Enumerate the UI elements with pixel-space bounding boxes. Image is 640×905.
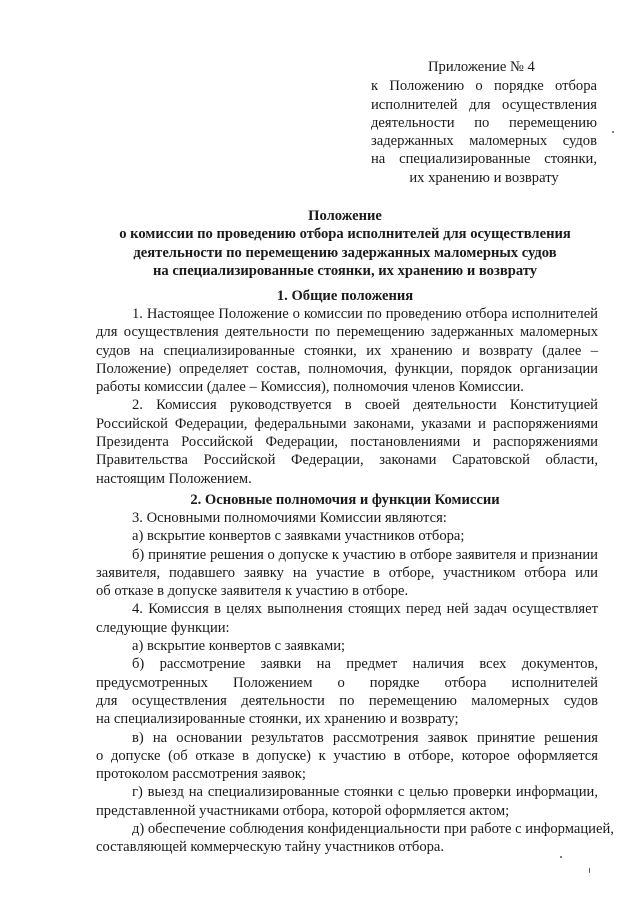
title-line: на специализированные стоянки, их хранению и возврату xyxy=(152,262,538,279)
appendix-line: задержанных маломерных судов xyxy=(371,133,597,150)
paragraph-line: следующие функции: xyxy=(96,619,230,636)
section-2-heading: 2. Основные полномочия и функции Комиссии xyxy=(190,492,500,508)
paragraph-line: на специализированные стоянки, их хранению и возврату; xyxy=(96,711,459,728)
paragraph-line: б) рассмотрение заявки на предмет наличия всех документов, xyxy=(132,656,598,673)
paragraph-line: а) вскрытие конвертов с заявками участников отбора; xyxy=(132,528,465,545)
paragraph-line: б) принятие решения о допуске к участию в отборе заявителя и признании xyxy=(132,546,598,563)
section-1-heading: 1. Общие положения xyxy=(276,288,414,304)
section-2-body xyxy=(96,509,614,857)
paragraph-line: заявителя, подавшего заявку на участие в отборе, участником отбора или xyxy=(96,564,598,581)
appendix-block xyxy=(371,58,597,187)
paragraph-line: 2. Комиссия руководствуется в своей деятельности Конституцией xyxy=(132,397,598,414)
paragraph-line: для осуществления деятельности по перемещению маломерных судов xyxy=(96,692,598,709)
paragraph-line: 4. Комиссия в целях выполнения стоящих перед ней задач осуществляет xyxy=(132,601,598,618)
paragraph-line: 1. Настоящее Положение о комиссии по проведению отбора исполнителей xyxy=(132,306,598,322)
paragraph-line: Президента Российской Федерации, постановлениями и распоряжениями xyxy=(96,434,598,451)
paragraph-line: д) обеспечение соблюдения конфиденциальности при работе с информацией, xyxy=(132,821,614,838)
scan-speck xyxy=(612,131,614,133)
paragraph-line: г) выезд на специализированные стоянки с целью проверки информации, xyxy=(132,784,598,801)
paragraph-line: Российской Федерации, федеральными законами, указами и распоряжениями xyxy=(96,415,598,432)
appendix-title: Приложение № 4 xyxy=(428,59,535,75)
appendix-line: на специализированные стоянки, xyxy=(371,151,597,168)
title-line: о комиссии по проведению отбора исполнителей для осуществления xyxy=(119,226,571,243)
document-title xyxy=(90,207,600,280)
paragraph-line: а) вскрытие конвертов с заявками; xyxy=(132,638,346,655)
appendix-line: деятельности по перемещению xyxy=(371,114,597,131)
title-line: деятельности по перемещению задержанных маломерных судов xyxy=(133,244,557,261)
scan-speck xyxy=(589,868,590,873)
scan-speck xyxy=(560,856,562,858)
paragraph-line: составляющей коммерческую тайну участников отбора. xyxy=(96,839,445,856)
paragraph-line: протоколом рассмотрения заявок; xyxy=(96,766,306,783)
appendix-line: их хранению и возврату xyxy=(409,169,559,186)
paragraph-line: 3. Основными полномочиями Комиссии являются: xyxy=(132,510,447,526)
paragraph-line: Правительства Российской Федерации, законами Саратовской области, xyxy=(96,452,598,469)
paragraph-line: о допуске (об отказе в допуске) к участию в отборе, которое оформляется xyxy=(96,747,598,764)
paragraph-line: работы комиссии (далее – Комиссия), полномочия членов Комиссии. xyxy=(96,379,524,396)
appendix-line: исполнителей для осуществления xyxy=(371,96,597,113)
paragraph-line: для осуществления деятельности по перемещению задержанных маломерных xyxy=(96,324,598,341)
section-1-body xyxy=(96,305,598,488)
title-line: Положение xyxy=(308,208,382,224)
appendix-line: к Положению о порядке отбора xyxy=(371,78,597,95)
paragraph-line: об отказе в допуске заявителя к участию в отборе. xyxy=(96,583,409,600)
paragraph-line: предусмотренных Положением о порядке отбора исполнителей xyxy=(96,674,598,691)
paragraph-line: судов на специализированные стоянки, их хранению и возврату (далее – xyxy=(96,342,598,359)
paragraph-line: Положение) определяет состав, полномочия, функции, порядок организации xyxy=(96,360,598,377)
paragraph-line: настоящим Положением. xyxy=(96,470,252,487)
paragraph-line: в) на основании результатов рассмотрения заявок принятие решения xyxy=(132,729,598,746)
paragraph-line: представленной участниками отбора, которой оформляется актом; xyxy=(96,802,510,819)
